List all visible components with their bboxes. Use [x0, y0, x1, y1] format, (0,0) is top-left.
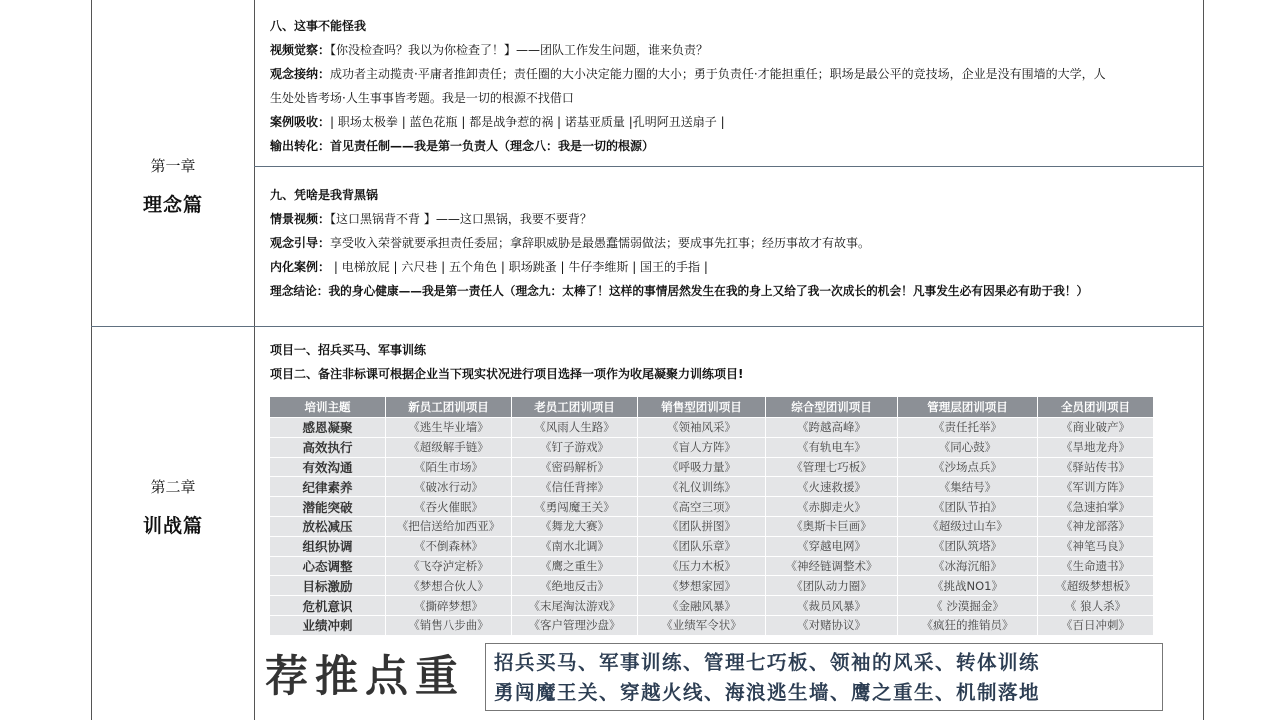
section-8-text-2: 成功者主动揽责·平庸者推卸责任；责任圈的大小决定能力圈的大小；勇于负责任·才能担重任；职场是最公平的竞技场，企业是没有围墙的大学，人 [330, 67, 1106, 81]
chapter-2-number: 第二章 [150, 478, 196, 496]
table-topic-cell: 组织协调 [270, 536, 386, 556]
table-cell: 《管理七巧板》 [766, 457, 898, 477]
table-row [270, 615, 1154, 635]
recommend-line-1: 招兵买马、军事训练、管理七巧板、领袖的风采、转体训练 [494, 651, 1041, 674]
table-cell: 《神龙部落》 [1038, 516, 1154, 536]
table-cell: 《飞夺泸定桥》 [386, 556, 512, 576]
section-divider-8-9 [254, 166, 1204, 167]
chapter-2-name: 训战篇 [142, 515, 203, 537]
table-topic-cell: 潜能突破 [270, 497, 386, 517]
table-cell: 《有轨电车》 [766, 437, 898, 457]
table-topic-cell: 高效执行 [270, 437, 386, 457]
table-cell: 《客户管理沙盘》 [512, 615, 638, 635]
table-cell: 《团队节拍》 [898, 497, 1038, 517]
table-cell: 《舞龙大赛》 [512, 516, 638, 536]
table-cell: 《团队拼图》 [638, 516, 766, 536]
table-cell: 《同心鼓》 [898, 437, 1038, 457]
section-9-line-3 [270, 255, 1200, 279]
table-cell: 《盲人方阵》 [638, 437, 766, 457]
section-9-text-3: | 电梯放屁 | 六尺巷 | 五个角色 | 职场跳蚤 | 牛仔李维斯 | 国王的手指 | [330, 260, 708, 274]
table-cell: 《把信送给加西亚》 [386, 516, 512, 536]
table-cell: 《梦想家园》 [638, 576, 766, 596]
section-9-label-3: 内化案例： [270, 260, 331, 274]
recommend-box [485, 643, 1163, 711]
table-row [270, 536, 1154, 556]
table-cell: 《生命遗书》 [1038, 556, 1154, 576]
chapter-divider [91, 326, 1204, 327]
table-topic-cell: 心态调整 [270, 556, 386, 576]
table-cell: 《 狼人杀》 [1038, 596, 1154, 616]
table-cell: 《绝地反击》 [512, 576, 638, 596]
section-9-text-1: 【这口黑锅背不背 】——这口黑锅，我要不要背？ [330, 212, 592, 226]
section-8-line-2 [270, 62, 1200, 86]
table-cell: 《南水北调》 [512, 536, 638, 556]
chapter-1-name: 理念篇 [142, 194, 203, 216]
table-cell: 《沙场点兵》 [898, 457, 1038, 477]
table-cell: 《奥斯卡巨画》 [766, 516, 898, 536]
section-9-text-2: 享受收入荣誉就要承担责任委屈；拿辞职威胁是最愚蠢懦弱做法；要成事先扛事；经历事故才有故事。 [330, 236, 871, 250]
table-cell: 《领袖风采》 [638, 418, 766, 438]
table-cell: 《挑战NO1》 [898, 576, 1038, 596]
table-row [270, 497, 1154, 517]
table-cell: 《赤脚走火》 [766, 497, 898, 517]
table-cell: 《对赌协议》 [766, 615, 898, 635]
table-header-row [270, 397, 1154, 418]
section-9-conclusion: 理念结论：我的身心健康——我是第一责任人（理念九：太棒了！这样的事情居然发生在我的身上又给了我一次成长的机会！凡事发生必有因果必有助于我！） [270, 284, 1089, 298]
table-row [270, 516, 1154, 536]
table-topic-cell: 危机意识 [270, 596, 386, 616]
table-cell: 《商业破产》 [1038, 418, 1154, 438]
table-header: 销售型团训项目 [638, 397, 766, 418]
table-cell: 《陌生市场》 [386, 457, 512, 477]
table-cell: 《超级梦想板》 [1038, 576, 1154, 596]
table-topic-cell: 纪律素养 [270, 477, 386, 497]
table-header: 全员团训项目 [1038, 397, 1154, 418]
project-1: 项目一、招兵买马、军事训练 [270, 343, 427, 357]
table-cell: 《风雨人生路》 [512, 418, 638, 438]
table-cell: 《金融风暴》 [638, 596, 766, 616]
table-cell: 《 沙漠掘金》 [898, 596, 1038, 616]
table-cell: 《钉子游戏》 [512, 437, 638, 457]
table-cell: 《高空三项》 [638, 497, 766, 517]
table-cell: 《末尾淘汰游戏》 [512, 596, 638, 616]
table-cell: 《团队乐章》 [638, 536, 766, 556]
table-cell: 《穿越电网》 [766, 536, 898, 556]
table-header: 综合型团训项目 [766, 397, 898, 418]
table-row [270, 556, 1154, 576]
section-8-line-3: 生处处皆考场·人生事事皆考题。我是一切的根源不找借口 [270, 91, 574, 105]
table-cell: 《责任托举》 [898, 418, 1038, 438]
table-header: 新员工团训项目 [386, 397, 512, 418]
table-cell: 《呼吸力量》 [638, 457, 766, 477]
table-cell: 《神笔马良》 [1038, 536, 1154, 556]
table-cell: 《裁员风暴》 [766, 596, 898, 616]
section-8-conclusion: 输出转化：首见责任制——我是第一负责人（理念八：我是一切的根源） [270, 139, 655, 153]
table-row [270, 418, 1154, 438]
table-cell: 《驿站传书》 [1038, 457, 1154, 477]
table-row [270, 477, 1154, 497]
table-cell: 《超级过山车》 [898, 516, 1038, 536]
section-8-line-1 [270, 38, 1200, 62]
table-cell: 《百日冲刺》 [1038, 615, 1154, 635]
section-8-heading: 八、这事不能怪我 [270, 19, 367, 33]
table-cell: 《破冰行动》 [386, 477, 512, 497]
section-8-label-4: 案例吸收： [270, 115, 331, 129]
table-row [270, 596, 1154, 616]
section-9-line-1 [270, 207, 1200, 231]
table-topic-cell: 业绩冲刺 [270, 615, 386, 635]
section-8-label-1: 视频觉察： [270, 43, 331, 57]
table-cell: 《信任背摔》 [512, 477, 638, 497]
section-8-text-4: | 职场太极拳 | 蓝色花瓶 | 都是战争惹的祸 | 诺基亚质量 |孔明阿丑送扇子 | [330, 115, 725, 129]
recommend-title: 荐推点重 [265, 652, 465, 702]
table-cell: 《团队动力圈》 [766, 576, 898, 596]
section-8-line-4 [270, 110, 1200, 134]
table-cell: 《撕碎梦想》 [386, 596, 512, 616]
table-cell: 《急速拍掌》 [1038, 497, 1154, 517]
training-table [269, 396, 1154, 636]
section-8-label-2: 观念接纳： [270, 67, 331, 81]
column-divider [254, 0, 255, 720]
table-row [270, 576, 1154, 596]
chapter-2-label [92, 476, 254, 538]
section-8-text-1: 【你没检查吗？我以为你检查了！】——团队工作发生问题，谁来负责？ [330, 43, 709, 57]
table-cell: 《勇闯魔王关》 [512, 497, 638, 517]
table-header: 培训主题 [270, 397, 386, 418]
table-cell: 《超级解手链》 [386, 437, 512, 457]
table-row [270, 457, 1154, 477]
table-cell: 《销售八步曲》 [386, 615, 512, 635]
table-cell: 《疯狂的推销员》 [898, 615, 1038, 635]
table-cell: 《礼仪训练》 [638, 477, 766, 497]
chapter-1-label [92, 155, 254, 217]
section-9-label-2: 观念引导： [270, 236, 331, 250]
section-9-heading: 九、凭啥是我背黑锅 [270, 188, 379, 202]
table-cell: 《旱地龙舟》 [1038, 437, 1154, 457]
table-row [270, 437, 1154, 457]
section-9 [270, 183, 1200, 303]
table-cell: 《不倒森林》 [386, 536, 512, 556]
table-header: 老员工团训项目 [512, 397, 638, 418]
project-2: 项目二、备注非标课可根据企业当下现实状况进行项目选择一项作为收尾凝聚力训练项目! [270, 367, 744, 381]
table-cell: 《军训方阵》 [1038, 477, 1154, 497]
table-cell: 《火速救援》 [766, 477, 898, 497]
table-cell: 《吞火催眠》 [386, 497, 512, 517]
chapter-1-number: 第一章 [150, 157, 196, 175]
table-cell: 《冰海沉船》 [898, 556, 1038, 576]
table-cell: 《集结号》 [898, 477, 1038, 497]
table-cell: 《业绩军令状》 [638, 615, 766, 635]
section-8 [270, 14, 1200, 158]
table-cell: 《压力木板》 [638, 556, 766, 576]
section-9-label-1: 情景视频： [270, 212, 331, 226]
table-cell: 《密码解析》 [512, 457, 638, 477]
table-cell: 《逃生毕业墙》 [386, 418, 512, 438]
table-cell: 《神经链调整术》 [766, 556, 898, 576]
table-cell: 《鹰之重生》 [512, 556, 638, 576]
table-cell: 《梦想合伙人》 [386, 576, 512, 596]
table-topic-cell: 放松减压 [270, 516, 386, 536]
table-topic-cell: 有效沟通 [270, 457, 386, 477]
table-topic-cell: 感恩凝聚 [270, 418, 386, 438]
section-9-line-2 [270, 231, 1200, 255]
table-header: 管理层团训项目 [898, 397, 1038, 418]
table-topic-cell: 目标激励 [270, 576, 386, 596]
recommend-line-2: 勇闯魔王关、穿越火线、海浪逃生墙、鹰之重生、机制落地 [494, 681, 1041, 704]
table-cell: 《跨越高峰》 [766, 418, 898, 438]
table-cell: 《团队筑塔》 [898, 536, 1038, 556]
